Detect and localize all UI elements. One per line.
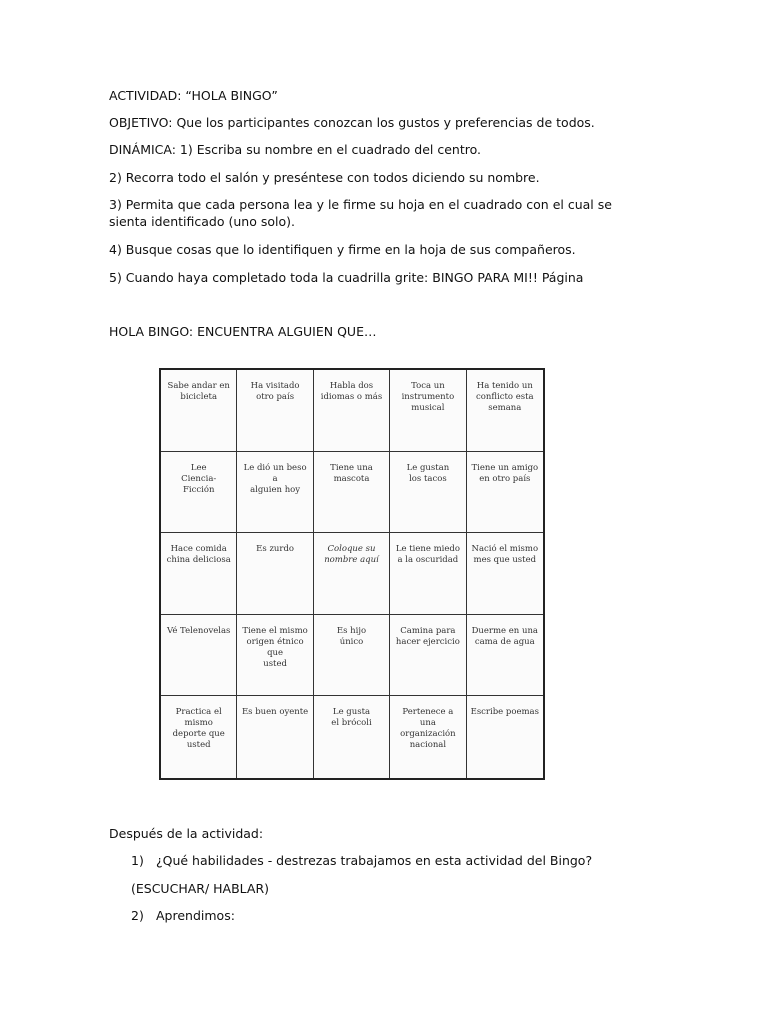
bingo-cell: Le gusta el brócoli xyxy=(314,696,390,778)
bingo-cell: Es buen oyente xyxy=(237,696,313,778)
bingo-cell: Le gustan los tacos xyxy=(390,452,466,534)
dynamic-step-5: 5) Cuando haya completado toda la cuadrilla grite: BINGO PARA MI!! Página xyxy=(109,270,584,285)
bingo-cell: Vé Telenovelas xyxy=(161,615,237,697)
bingo-cell: Ha visitado otro país xyxy=(237,370,313,452)
bingo-cell: Escribe poemas xyxy=(470,707,539,718)
question-1-text: ¿Qué habilidades - destrezas trabajamos en esta actividad del Bingo? xyxy=(156,853,593,868)
question-2-text: Aprendimos: xyxy=(156,908,235,923)
bingo-cell: Lee Ciencia- Ficción xyxy=(161,452,237,534)
bingo-cell: Tiene el mismo origen étnico que usted xyxy=(237,615,313,697)
question-2 xyxy=(131,907,235,924)
dynamic-step-3: 3) Permita que cada persona lea y le firme su hoja en el cuadrado con el cual se sienta identificado (uno solo). xyxy=(109,197,612,229)
bingo-cell: Pertenece a una organización nacional xyxy=(390,696,466,778)
bingo-cell: Camina para hacer ejercicio xyxy=(390,615,466,697)
bingo-cell: Le dió un beso a alguien hoy xyxy=(237,452,313,534)
objective-text: OBJETIVO: Que los participantes conozcan los gustos y preferencias de todos. xyxy=(109,115,595,130)
bingo-cell: Duerme en una cama de agua xyxy=(467,615,543,697)
activity-title: ACTIVIDAD: “HOLA BINGO” xyxy=(109,88,278,103)
after-activity-heading: Después de la actividad: xyxy=(109,826,264,841)
bingo-title: HOLA BINGO: ENCUENTRA ALGUIEN QUE… xyxy=(109,324,377,339)
question-1 xyxy=(131,852,592,869)
bingo-cell: Ha tenido un conflicto esta semana xyxy=(467,370,543,452)
bingo-cell: Habla dos idiomas o más xyxy=(314,370,390,452)
bingo-cell: Tiene un amigo en otro país xyxy=(467,452,543,534)
dynamic-step-4: 4) Busque cosas que lo identifiquen y firme en la hoja de sus compañeros. xyxy=(109,242,576,257)
list-number: 1) xyxy=(131,853,144,868)
bingo-cell: Le tiene miedo a la oscuridad xyxy=(390,533,466,615)
bingo-cell: Hace comida china deliciosa xyxy=(161,533,237,615)
dynamic-step-2: 2) Recorra todo el salón y preséntese con todos diciendo su nombre. xyxy=(109,170,540,185)
bingo-cell: Nació el mismo mes que usted xyxy=(467,533,543,615)
bingo-cell: Practica el mismo deporte que usted xyxy=(161,696,237,778)
question-1-answer: (ESCUCHAR/ HABLAR) xyxy=(131,881,270,896)
dynamic-step-1: DINÁMICA: 1) Escriba su nombre en el cuadrado del centro. xyxy=(109,142,482,157)
bingo-cell: Es hijo único xyxy=(314,615,390,697)
list-number: 2) xyxy=(131,908,144,923)
bingo-card xyxy=(159,368,545,780)
bingo-cell: Toca un instrumento musical xyxy=(390,370,466,452)
bingo-cell: Tiene una mascota xyxy=(314,452,390,534)
bingo-cell: Sabe andar en bicicleta xyxy=(161,370,237,452)
bingo-center-cell: Coloque su nombre aquí xyxy=(314,533,390,615)
bingo-cell: Es zurdo xyxy=(237,533,313,615)
